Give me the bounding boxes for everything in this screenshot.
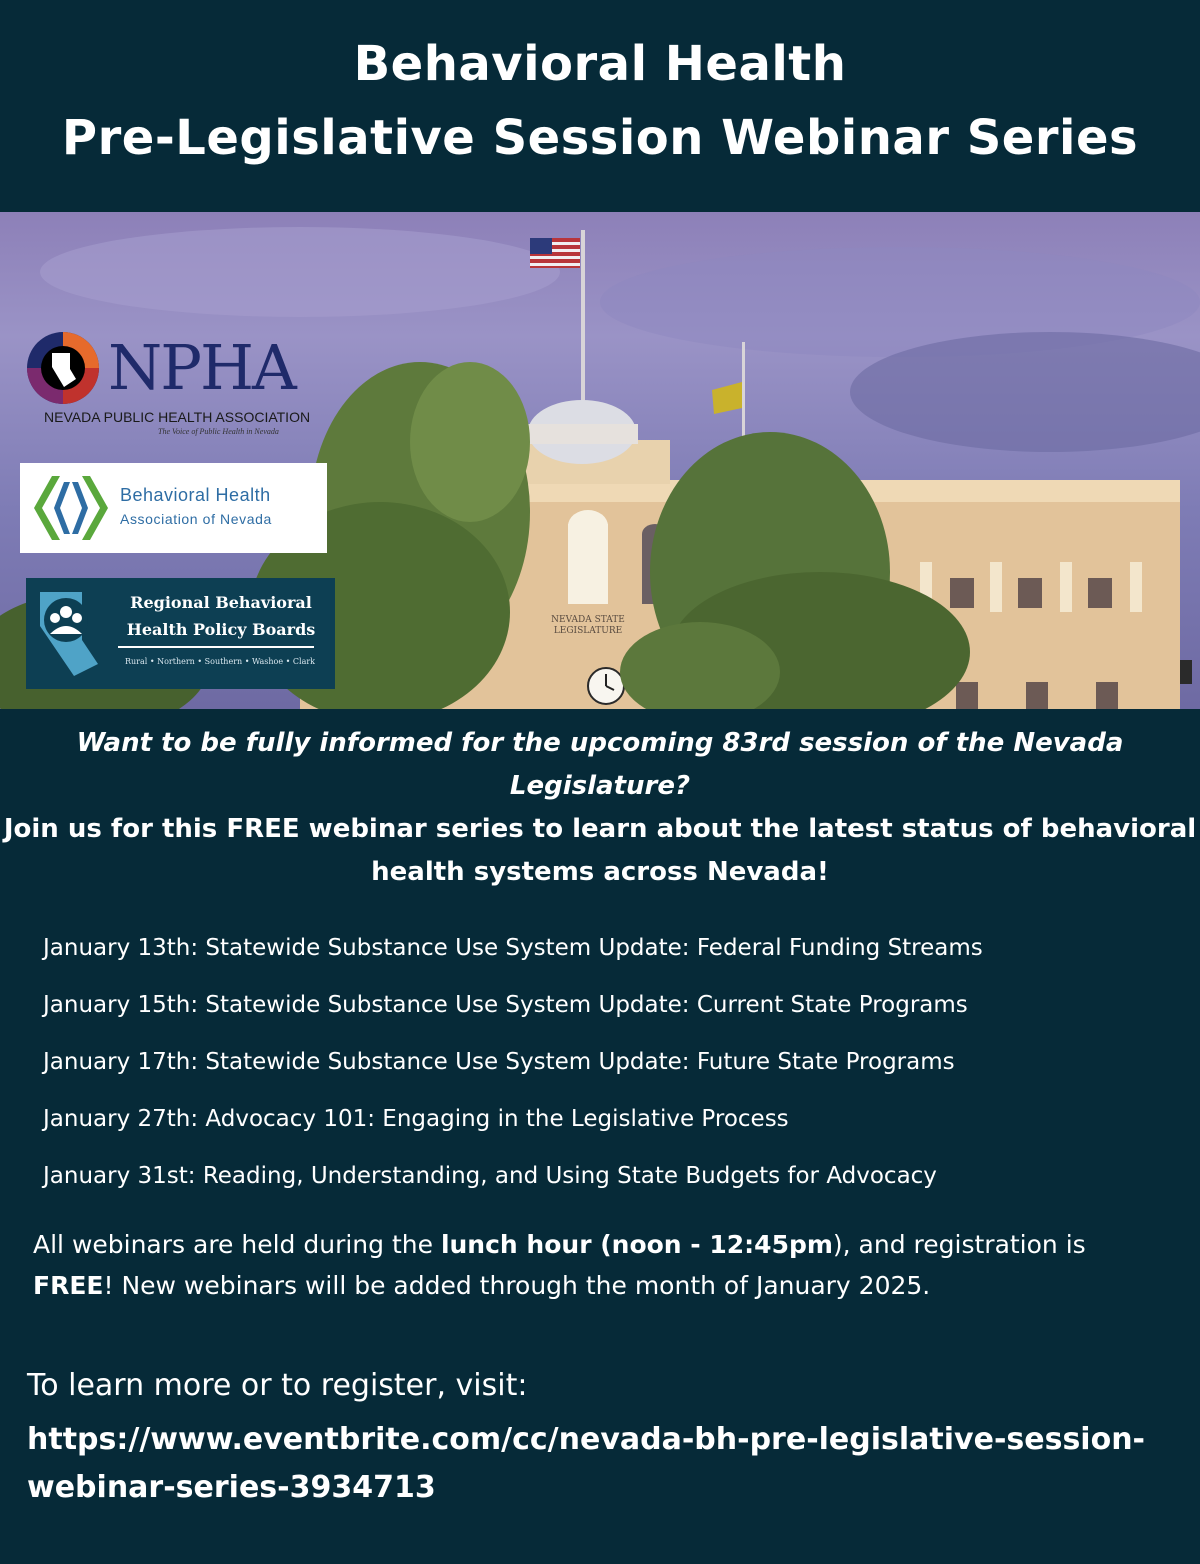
rbhpb-name-line2: Health Policy Boards (126, 620, 316, 639)
npha-wordmark: NPHA (108, 331, 295, 404)
header-banner (0, 0, 1200, 212)
schedule-item: January 13th: Statewide Substance Use System Update: Federal Funding Streams (43, 935, 983, 961)
nevada-flag-icon (712, 382, 742, 414)
bhan-name-line2: Association of Nevada (120, 511, 272, 527)
schedule-item: January 17th: Statewide Substance Use System Update: Future State Programs (43, 1049, 955, 1075)
intro-question: Want to be fully informed for the upcoming 83rd session of the Nevada Legislature? (76, 728, 1124, 801)
info-text: ), and registration is (832, 1230, 1086, 1259)
rbhpb-name-line1: Regional Behavioral (130, 593, 312, 612)
npha-emblem-icon (24, 329, 102, 407)
schedule-item: January 15th: Statewide Substance Use System Update: Current State Programs (43, 992, 968, 1018)
page-title-line1: Behavioral Health (353, 36, 847, 92)
bhan-emblem-icon (30, 472, 112, 544)
svg-text:LEGISLATURE: LEGISLATURE (553, 626, 623, 636)
info-text: ! New webinars will be added through the month of January 2025. (103, 1271, 931, 1300)
npha-name: NEVADA PUBLIC HEALTH ASSOCIATION (44, 409, 311, 425)
page-title-line2: Pre-Legislative Session Webinar Series (61, 110, 1139, 166)
divider (118, 646, 314, 648)
bhan-name-line1: Behavioral Health (120, 485, 271, 505)
legislature-building-photo (0, 212, 1200, 709)
registration-link[interactable]: https://www.eventbrite.com/cc/nevada-bh-pre-legislative-session-webinar-series-3934713 (27, 1422, 1146, 1505)
webinar-schedule (43, 928, 1183, 1213)
schedule-item: January 27th: Advocacy 101: Engaging in the Legislative Process (43, 1106, 789, 1132)
rbhpb-regions: Rural • Northern • Southern • Washoe • Clark (124, 657, 316, 666)
npha-tagline: The Voice of Public Health in Nevada (158, 427, 279, 436)
webinar-info (33, 1224, 1143, 1306)
us-flag-icon (530, 238, 580, 268)
schedule-item: January 31st: Reading, Understanding, and Using State Budgets for Advocacy (43, 1163, 937, 1189)
bhan-logo (20, 463, 327, 553)
rbhpb-logo (26, 578, 335, 689)
building-sign: NEVADA STATE (551, 615, 625, 625)
info-text: All webinars are held during the (33, 1230, 441, 1259)
lunch-hour-text: lunch hour (noon - 12:45pm (440, 1230, 833, 1259)
intro-join: Join us for this FREE webinar series to learn about the latest status of behavioral health systems across Nevada! (3, 814, 1197, 887)
npha-logo (22, 325, 312, 445)
free-text: FREE (33, 1271, 104, 1300)
register-prompt: To learn more or to register, visit: (27, 1368, 528, 1403)
nevada-people-icon (34, 588, 104, 678)
